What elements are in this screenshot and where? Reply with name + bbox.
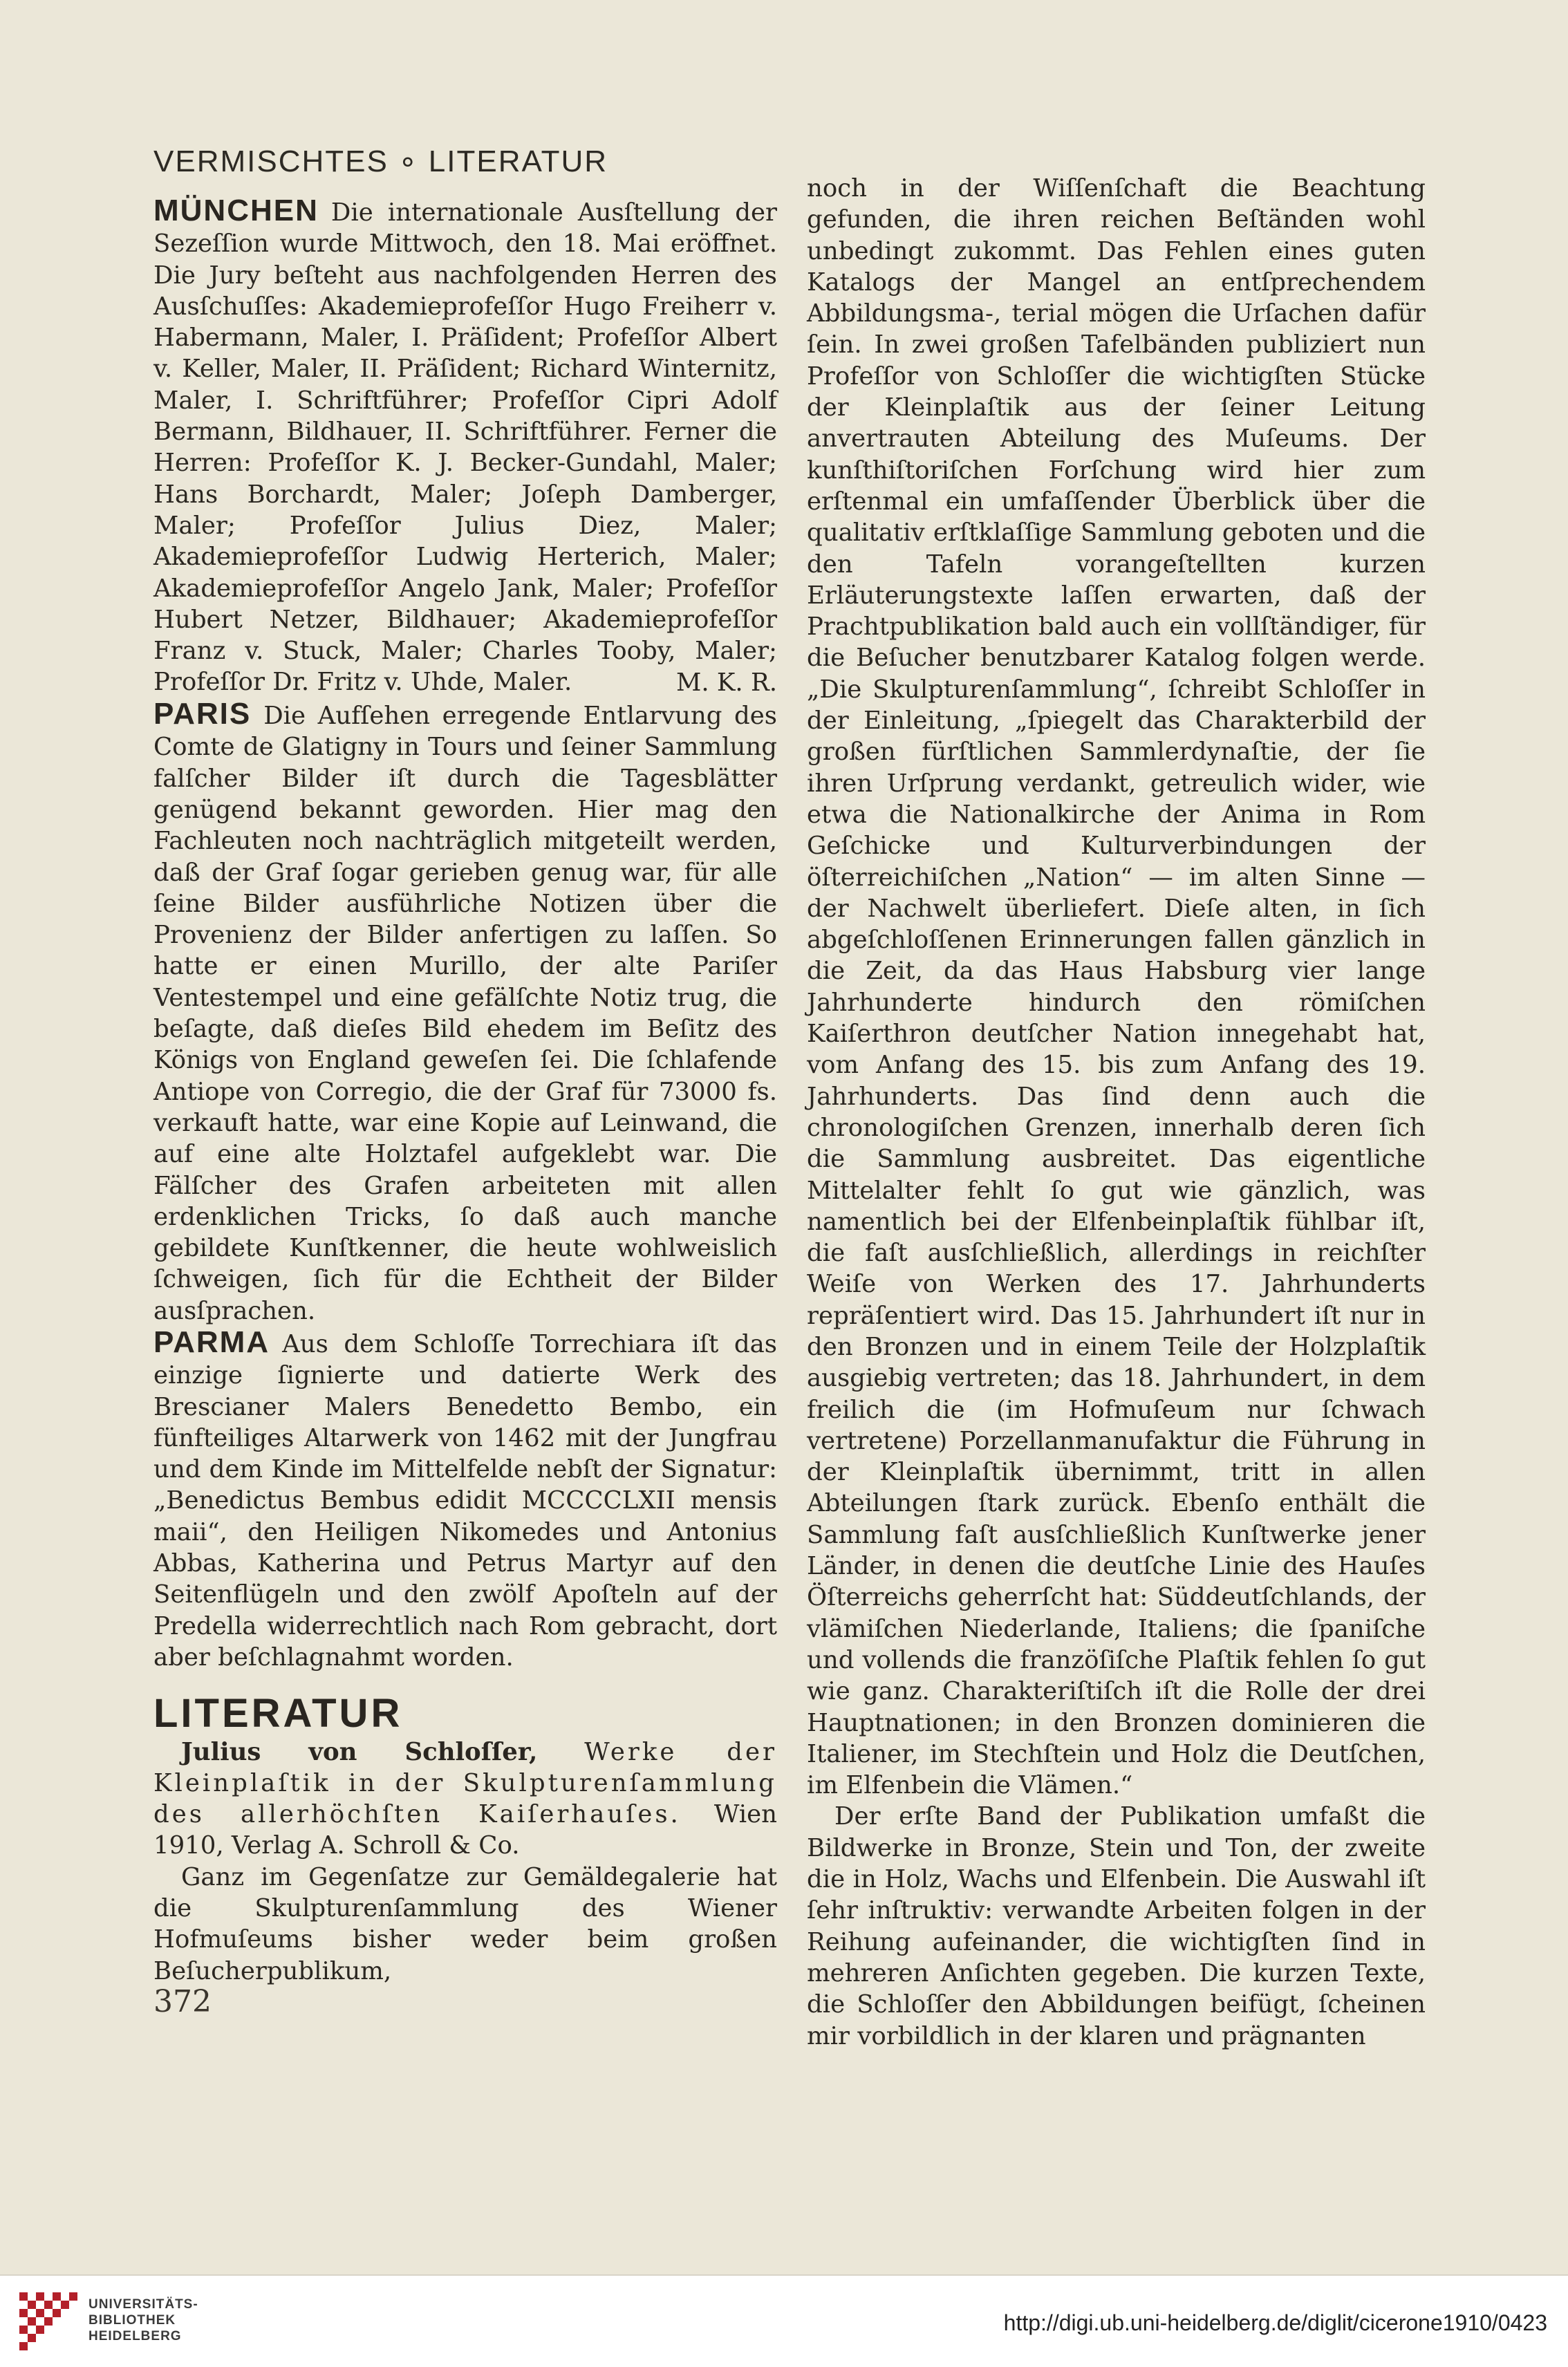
review-paragraph-1: noch in der Wiſſenſchaft die Beachtung gefunden, die ihren reichen Beſtänden wohl unbedingt zukommt. Das Fehlen eines guten Katalogs der Mangel an entſprechendem Abbildungsma-, terial mögen die Urſachen dafür ſein. In zwei großen Tafelbänden publiziert nun Profeſſor von Schloſſer die wichtigſten Stücke der Kleinplaſtik aus der ſeiner Leitung anvertrauten Abteilung des Muſeums. Der kunſthiſtoriſchen Forſchung wird hier zum erſtenmal ein umfaſſender Überblick über die qualitativ erſtklaſſige Sammlung geboten und die den Tafeln vorangeſtellten kurzen Erläuterungstexte laſſen erwarten, daß der Prachtpublikation bald auch ein vollſtändiger, für die Beſucher benutzbarer Katalog folgen werde. „Die Skulpturenſammlung“, ſchreibt Schloſſer in der Einleitung, „ſpiegelt das Charakterbild der großen fürſtlichen Sammlerdynaſtie, der ſie ihren Urſprung verdankt, getreulich wider, wie etwa die Nationalkirche der Anima in Rom Geſchicke und Kulturverbindungen der öſterreichiſchen „Nation“ — im alten Sinne — der Nachwelt überliefert. Dieſe alten, in ſich abgeſchloſſenen Erinnerungen fallen gänzlich in die Zeit, da das Haus Habsburg vier lange Jahrhunderte hindurch den römiſchen Kaiſerthron deutſcher Nation innegehabt hat, vom Anfang des 15. bis zum Anfang des 19. Jahrhunderts. Das ſind denn auch die chronologiſchen Grenzen, innerhalb deren ſich die Sammlung ausbreitet. Das eigentliche Mittelalter fehlt ſo gut wie gänzlich, was namentlich bei der Elfenbeinplaſtik fühlbar iſt, die faſt ausſchließlich, allerdings in reichſter Weiſe von Werken des 17. Jahrhunderts repräſentiert wird. Das 15. Jahrhundert iſt nur in den Bronzen und in einem Teile der Holzplaſtik ausgiebig vertreten; das 18. Jahrhundert, in dem freilich die (im Hofmuſeum nur ſchwach vertretene) Porzellanmanufaktur die Führung in der Kleinplaſtik übernimmt, tritt in allen Abteilungen ſtark zurück. Ebenſo enthält die Sammlung faſt ausſchließlich Kunſtwerke jener Länder, in denen die deutſche Linie des Hauſes Öſterreichs geherrſcht hat: Süddeutſchlands, der vlämiſchen Niederlande, Italiens; die ſpaniſche und vollends die franzöſiſche Plaſtik fehlen ſo gut wie ganz. Charakteriſtiſch iſt die Rolle der drei Hauptnationen; in den Bronzen dominieren die Italiener, im Stechſtein und Holz die Deutſchen, im Elfenbein die Vlämen.“ [807,174,1426,1800]
book-author: Julius von Schloſſer, [181,1737,538,1766]
library-name-line-2: BIBLIOTHEK [88,2313,176,2328]
paris-heading: PARIS [153,697,252,731]
muenchen-text: Die internationale Ausſtellung der Sezeſſion wurde Mittwoch, den 18. Mai eröffnet. Die Jury beſteht aus nachfolgenden Herren des Ausſchuſſes: Akademieprofeſſor Hugo Freiherr v. Habermann, Maler, I. Präſident; Profeſſor Albert v. Keller, Maler, II. Präſident; Richard Winternitz, Maler, I. Schriftführer; Profeſſor Cipri Adolf Bermann, Bildhauer, II. Schriftführer. Ferner die Herren: Profeſſor K. J. Becker-Gundahl, Maler; Hans Borchardt, Maler; Joſeph Damberger, Maler; Profeſſor Julius Diez, Maler; Akademieprofeſſor Ludwig Herterich, Maler; Akademieprofeſſor Angelo Jank, Maler; Profeſſor Hubert Netzer, Bildhauer; Akademieprofeſſor Franz v. Stuck, Maler; Charles Tooby, Maler; Profeſſor Dr. Fritz v. Uhde, Maler. [153,198,777,697]
review-paragraph-2: Der erſte Band der Publikation umfaßt die Bildwerke in Bronze, Stein und Ton, der zweite die in Holz, Wachs und Elfenbein. Die Auswahl iſt ſehr inſtruktiv: verwandte Arbeiten folgen in der Reihung aufeinander, die wichtigſten ſind in mehreren Anſichten gegeben. Die kurzen Texte, die Schloſſer den Abbildungen beifügt, ſcheinen mir vorbildlich in der klaren und prägnanten [807,1802,1426,2050]
library-footer [0,2274,1568,2367]
running-header: VERMISCHTES ∘ LITERATUR [153,144,608,178]
paris-news [153,698,777,1327]
library-name-line-1: UNIVERSITÄTS- [88,2297,198,2312]
page-number: 372 [153,1984,212,2019]
parma-text: Aus dem Schloſſe Torrechiara iſt das einzige ſignierte und datierte Werk des Brescianer Malers Benedetto Bembo, ein fünfteiliges Altarwerk von 1462 mit der Jungfrau und dem Kinde im Mittelfelde nebſt der Signatur: „Benedictus Bembus edidit MCCCCLXII mensis maii“, den Heiligen Nikomedes und Antonius Abbas, Katherina und Petrus Martyr auf den Seitenflügeln und den zwölf Apoſteln auf der Predella widerrechtlich nach Rom gebracht, dort aber beſchlagnahmt worden. [153,1329,777,1672]
library-name [88,2296,198,2344]
paris-text: Die Aufſehen erregende Entlarvung des Comte de Glatigny in Tours und ſeiner Sammlung falſcher Bilder iſt durch die Tagesblätter genügend bekannt geworden. Hier mag den Fachleuten noch nachträglich mitgeteilt werden, daß der Graf ſogar gerieben genug war, für alle ſeine Bilder ausführliche Notizen über die Provenienz der Bilder anfertigen zu laſſen. So hatte er einen Murillo, der alte Pariſer Ventestempel und eine gefälſchte Notiz trug, die beſagte, daß dieſes Bild ehedem im Beſitz des Königs von England geweſen ſei. Die ſchlafende Antiope von Corregio, die der Graf für 73000 fs. verkauft hatte, war eine Kopie auf Leinwand, die auf eine alte Holztafel aufgeklebt war. Die Fälſcher des Grafen arbeiteten mit allen erdenklichen Tricks, ſo daß auch manche gebildete Kunſtkenner, die heute wohlweislich ſchweigen, ſich für die Echtheit der Bilder ausſprachen. [153,702,777,1325]
book-publisher: Wien 1910, Verlag A. Schroll & Co. [153,1800,777,1860]
library-name-line-3: HEIDELBERG [88,2329,182,2343]
muenchen-heading: MÜNCHEN [153,194,319,227]
left-column [153,195,777,1987]
book-title: Werke der Kleinplaſtik in der Skulpturenſammlung des allerhöchſten Kaiſerhauſes. [153,1737,777,1829]
parma-news [153,1327,777,1673]
review-start: Ganz im Gegenſatze zur Gemäldegalerie hat die Skulpturenſammlung des Wiener Hofmuſeums bisher weder beim großen Beſucherpublikum, [153,1862,777,1985]
book-citation [153,1737,777,1862]
source-url[interactable]: http://digi.ub.uni-heidelberg.de/diglit/cicerone1910/0423 [1003,2310,1547,2335]
parma-heading: PARMA [153,1325,270,1359]
literatur-heading: LITERATUR [153,1691,403,1737]
library-logo-icon [19,2292,77,2350]
muenchen-signature: M. K. R. [675,668,777,697]
right-column [807,173,1426,2052]
muenchen-news [153,195,777,698]
